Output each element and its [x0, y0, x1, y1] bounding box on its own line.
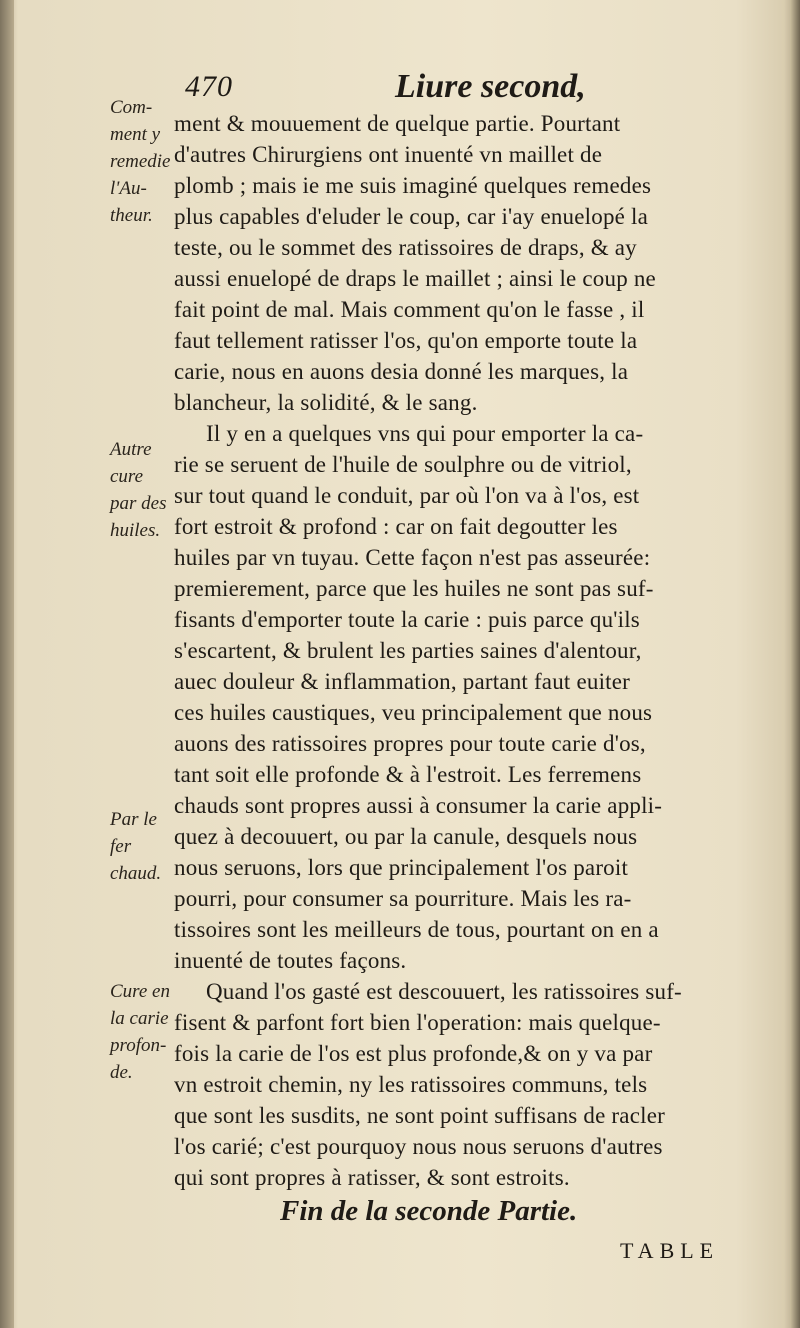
- text-line: que sont les susdits, ne sont point suffisans de racler: [174, 1103, 665, 1128]
- text-line: d'autres Chirurgiens ont inuenté vn maillet de: [174, 142, 603, 167]
- text-line: premierement, parce que les huiles ne sont pas suf-: [174, 576, 654, 601]
- margin-note-cure-profonde: [110, 978, 174, 1086]
- text-line: Quand l'os gasté est descouuert, les ratissoires suf-: [206, 979, 682, 1004]
- text-line: teste, ou le sommet des ratissoires de draps, & ay: [174, 235, 637, 260]
- text-line: huiles par vn tuyau. Cette façon n'est pas asseurée:: [174, 545, 651, 570]
- text-line: auons des ratissoires propres pour toute carie d'os,: [174, 731, 646, 756]
- margin-note-autre-cure: [110, 436, 174, 544]
- text-line: s'escartent, & brulent les parties saines d'alentour,: [174, 638, 642, 663]
- text-line: l'os carié; c'est pourquoy nous nous seruons d'autres: [174, 1134, 663, 1159]
- text-line: quez à decouuert, ou par la canule, desquels nous: [174, 824, 638, 849]
- margin-note-line: theur.: [110, 205, 153, 226]
- page-left-edge: [0, 0, 14, 1328]
- text-line: auec douleur & inflammation, partant faut euiter: [174, 669, 631, 694]
- text-line: plus capables d'eluder le coup, car i'ay enuelopé la: [174, 204, 649, 229]
- text-line: ces huiles caustiques, veu principalement que nous: [174, 700, 653, 725]
- page-header: [185, 66, 605, 110]
- text-line: rie se seruent de l'huile de soulphre ou de vitriol,: [174, 452, 632, 477]
- catchword: TABLE: [620, 1238, 720, 1263]
- text-line: carie, nous en auons desia donné les marques, la: [174, 359, 629, 384]
- text-line: nous seruons, lors que principalement l'os paroit: [174, 855, 629, 880]
- margin-note-line: Par le: [110, 809, 157, 830]
- page-right-edge: [790, 0, 800, 1328]
- text-line: tissoires sont les meilleurs de tous, pourtant on en a: [174, 917, 659, 942]
- text-line: fois la carie de l'os est plus profonde,& on y va par: [174, 1041, 653, 1066]
- text-line: fait point de mal. Mais comment qu'on le fasse , il: [174, 297, 645, 322]
- margin-note-line: remedie: [110, 151, 171, 172]
- text-line: sur tout quand le conduit, par où l'on va à l'os, est: [174, 483, 640, 508]
- margin-note-line: Cure en: [110, 981, 170, 1002]
- text-line: chauds sont propres aussi à consumer la carie appli-: [174, 793, 663, 818]
- page-number: 470: [185, 70, 233, 103]
- margin-note-line: huiles.: [110, 520, 161, 541]
- text-line: fort estroit & profond : car on fait degoutter les: [174, 514, 618, 539]
- text-line: tant soit elle profonde & à l'estroit. Les ferremens: [174, 762, 642, 787]
- text-line: fisent & parfont fort bien l'operation: mais quelque-: [174, 1010, 661, 1035]
- margin-note-line: par des: [110, 493, 167, 514]
- margin-note-line: Autre: [110, 439, 152, 460]
- margin-note-line: profon-: [110, 1035, 167, 1056]
- margin-note-line: l'Au-: [110, 178, 147, 199]
- margin-note-line: ment y: [110, 124, 161, 145]
- margin-note-line: Com-: [110, 97, 153, 118]
- text-line: faut tellement ratisser l'os, qu'on emporte toute la: [174, 328, 638, 353]
- text-line: plomb ; mais ie me suis imaginé quelques remedes: [174, 173, 652, 198]
- text-line: qui sont propres à ratisser, & sont estroits.: [174, 1165, 570, 1190]
- closing-line: Fin de la seconde Partie.: [280, 1195, 578, 1227]
- margin-note-line: la carie: [110, 1008, 169, 1029]
- text-line: blancheur, la solidité, & le sang.: [174, 390, 478, 415]
- text-line: Il y en a quelques vns qui pour emporter la ca-: [206, 421, 644, 446]
- text-line: fisants d'emporter toute la carie : puis parce qu'ils: [174, 607, 640, 632]
- text-line: aussi enuelopé de draps le maillet ; ainsi le coup ne: [174, 266, 656, 291]
- text-line: ment & mouuement de quelque partie. Pourtant: [174, 111, 621, 136]
- margin-note-fer-chaud: [110, 806, 174, 887]
- margin-note-line: chaud.: [110, 863, 162, 884]
- text-line: pourri, pour consumer sa pourriture. Mais les ra-: [174, 886, 632, 911]
- margin-note-line: cure: [110, 466, 144, 487]
- margin-note-line: de.: [110, 1062, 133, 1083]
- text-line: vn estroit chemin, ny les ratissoires communs, tels: [174, 1072, 648, 1097]
- margin-note-line: fer: [110, 836, 132, 857]
- running-title: Liure second,: [395, 68, 586, 105]
- margin-note-comment-remedie: [110, 94, 174, 229]
- text-line: inuenté de toutes façons.: [174, 948, 407, 973]
